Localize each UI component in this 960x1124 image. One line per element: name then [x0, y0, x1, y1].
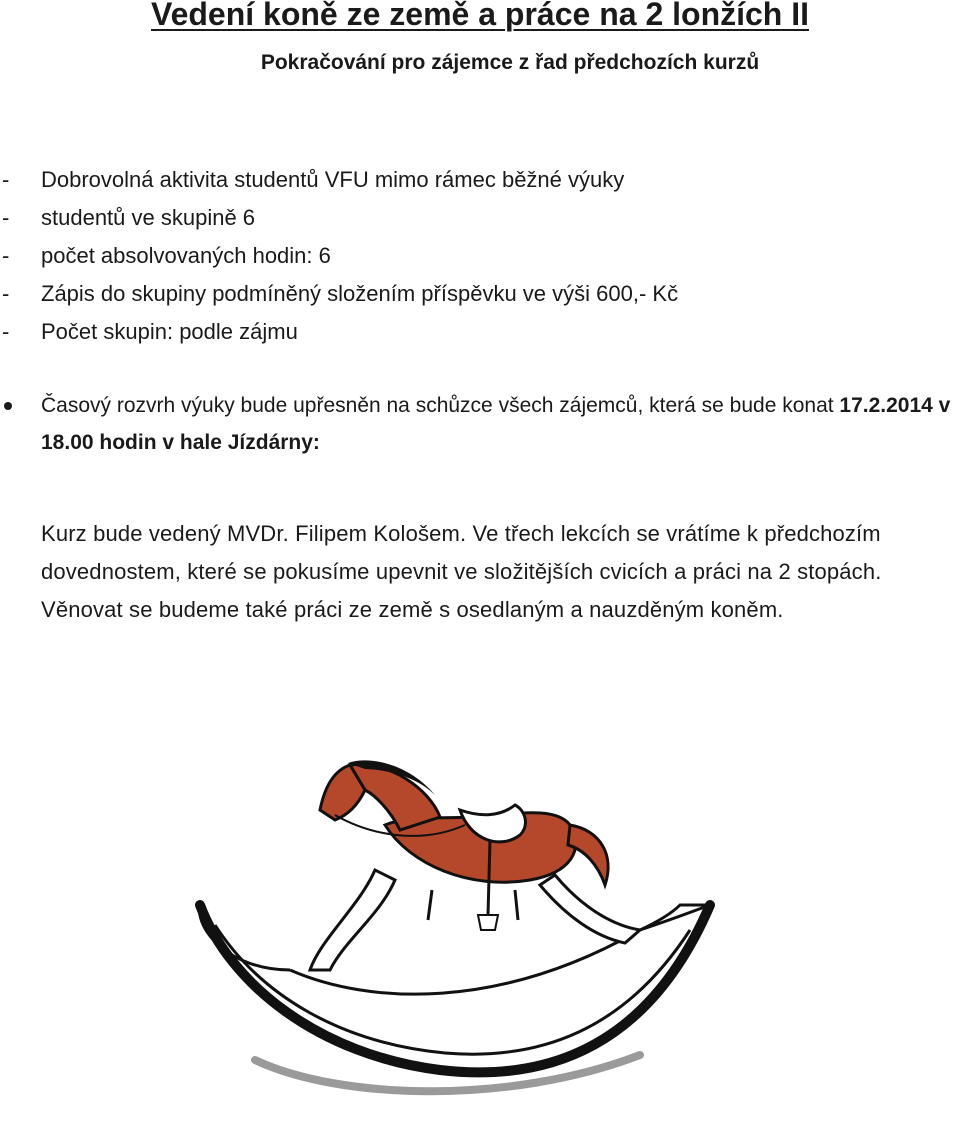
list-item-text: studentů ve skupině 6 — [41, 205, 256, 230]
rocker-front — [200, 905, 290, 970]
title-text: Vedení koně ze země a práce na 2 lonžích II — [150, 0, 810, 32]
horse-neck — [350, 764, 440, 830]
stirrup — [478, 915, 498, 930]
list-item-text: Počet skupin: podle zájmu — [41, 319, 298, 344]
dash-marker: - — [2, 205, 10, 230]
bullet-icon — [4, 402, 12, 410]
page-subtitle: Pokračování pro zájemce z řad předchozích kurzů — [260, 51, 760, 74]
tassel-right — [515, 890, 518, 920]
schedule-plain-text: Časový rozvrh výuky bude upřesněn na schůzce všech zájemců, která se bude konat — [41, 394, 840, 417]
list-item-text: počet absolvovaných hodin: 6 — [41, 243, 331, 268]
horse-back-leg — [540, 875, 640, 943]
schedule-text — [41, 387, 956, 461]
dash-marker: - — [2, 167, 10, 192]
schedule-bold-date: 17.2.2014 v 18.00 hodin v hale Jízdárny: — [41, 394, 951, 454]
stirrup-strap — [488, 840, 490, 915]
dash-marker: - — [2, 243, 10, 268]
course-description: Kurz bude vedený MVDr. Filipem Kološem. Ve třech lekcích se vrátíme k předchozím dovednostem, které se pokusíme upevnit ve složitějších cvicích a práci na 2 stopách. Věnovat se budeme také práci ze země s osedlaným a nauzděným koněm. — [41, 521, 882, 622]
tassel-left — [428, 890, 432, 920]
horse-front-leg — [310, 870, 395, 970]
page-title — [0, 0, 960, 33]
dash-marker: - — [2, 281, 10, 306]
dash-marker: - — [2, 319, 10, 344]
list-item-text: Zápis do skupiny podmíněný složením příspěvku ve výši 600,- Kč — [41, 281, 679, 306]
rocking-horse-icon — [170, 755, 730, 1110]
list-item-text: Dobrovolná aktivita studentů VFU mimo rámec běžné výuky — [41, 167, 625, 192]
rocking-horse-illustration — [170, 755, 730, 1110]
